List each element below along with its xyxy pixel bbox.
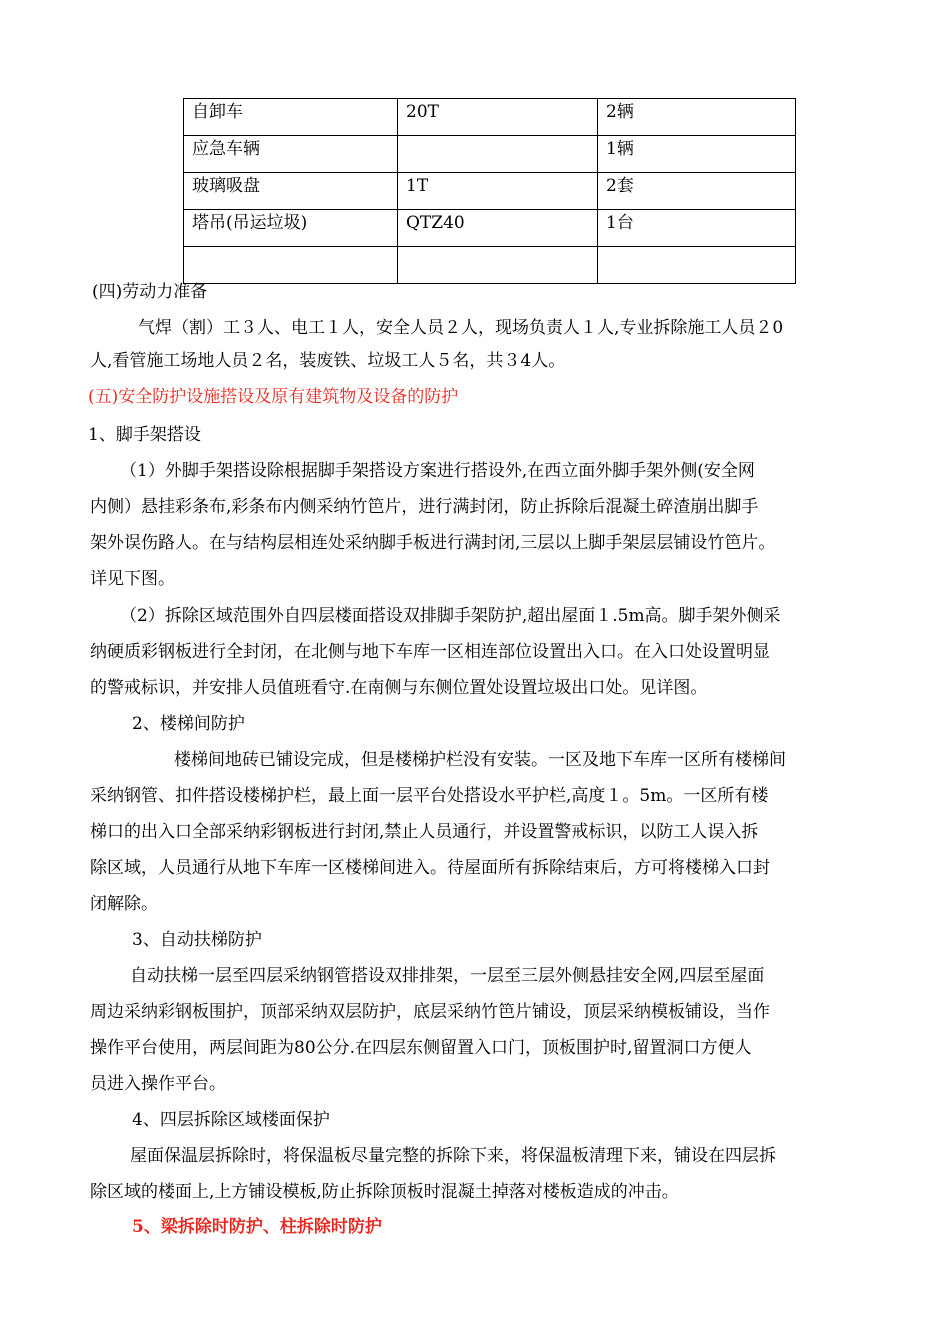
body-line: 除区域，人员通行从地下车库一区楼梯间进入。待屋面所有拆除结束后，方可将楼梯入口封 xyxy=(90,858,770,878)
subheading-stairwell: 2、楼梯间防护 xyxy=(132,714,245,734)
subheading-scaffold: 1、脚手架搭设 xyxy=(88,425,201,445)
body-line: 楼梯间地砖已铺设完成，但是楼梯护栏没有安装。一区及地下车库一区所有楼梯间 xyxy=(174,750,786,770)
table-cell xyxy=(398,247,598,284)
table-cell: 自卸车 xyxy=(184,99,398,136)
body-line: 屋面保温层拆除时，将保温板尽量完整的拆除下来，将保温板清理下来，铺设在四层拆 xyxy=(130,1146,776,1166)
body-line: 详见下图。 xyxy=(90,569,175,589)
body-line: 纳硬质彩钢板进行全封闭，在北侧与地下车库一区相连部位设置出入口。在入口处设置明显 xyxy=(90,642,770,662)
table-cell: QTZ40 xyxy=(398,210,598,247)
table-cell: 1T xyxy=(398,173,598,210)
table-row xyxy=(184,247,796,284)
table-row xyxy=(184,210,796,247)
table-cell: 玻璃吸盘 xyxy=(184,173,398,210)
subheading-beam-column: 5、梁拆除时防护、柱拆除时防护 xyxy=(132,1217,382,1237)
section-heading-labor: (四)劳动力准备 xyxy=(92,282,208,302)
table-cell xyxy=(598,247,796,284)
body-line: 内侧）悬挂彩条布,彩条布内侧采纳竹笆片，进行满封闭，防止拆除后混凝土碎渣崩出脚手 xyxy=(90,497,759,517)
body-line: 气焊（割）工３人、电工１人，安全人员２人，现场负责人１人,专业拆除施工人员２0 xyxy=(138,318,784,338)
body-line: （1）外脚手架搭设除根据脚手架搭设方案进行搭设外,在西立面外脚手架外侧(安全网 xyxy=(120,461,755,481)
table-cell: 应急车辆 xyxy=(184,136,398,173)
body-line: 梯口的出入口全部采纳彩钢板进行封闭,禁止人员通行，并设置警戒标识，以防工人误入拆 xyxy=(90,822,759,842)
body-line: （2）拆除区域范围外自四层楼面搭设双排脚手架防护,超出屋面１.5m高。脚手架外侧采 xyxy=(120,606,781,626)
body-line: 除区域的楼面上,上方铺设模板,防止拆除顶板时混凝土掉落对楼板造成的冲击。 xyxy=(90,1182,679,1202)
equipment-table xyxy=(183,98,796,284)
table-cell: 2套 xyxy=(598,173,796,210)
body-line: 架外误伤路人。在与结构层相连处采纳脚手板进行满封闭,三层以上脚手架层层铺设竹笆片。 xyxy=(90,533,776,553)
body-line: 自动扶梯一层至四层采纳钢管搭设双排排架，一层至三层外侧悬挂安全网,四层至屋面 xyxy=(130,966,765,986)
table-cell: 塔吊(吊运垃圾) xyxy=(184,210,398,247)
subheading-escalator: 3、自动扶梯防护 xyxy=(132,930,262,950)
equipment-table-body xyxy=(184,99,796,284)
body-line: 员进入操作平台。 xyxy=(90,1074,226,1094)
table-cell: 1辆 xyxy=(598,136,796,173)
body-line: 闭解除。 xyxy=(90,894,158,914)
table-row xyxy=(184,136,796,173)
table-cell: 1台 xyxy=(598,210,796,247)
table-row xyxy=(184,173,796,210)
body-line: 周边采纳彩钢板围护，顶部采纳双层防护，底层采纳竹笆片铺设，顶层采纳模板铺设，当作 xyxy=(90,1002,770,1022)
body-line: 采纳钢管、扣件搭设楼梯护栏，最上面一层平台处搭设水平护栏,高度１。5m。一区所有楼 xyxy=(90,786,769,806)
table-cell xyxy=(398,136,598,173)
subheading-floor-protection: 4、四层拆除区域楼面保护 xyxy=(132,1110,330,1130)
table-cell: 20T xyxy=(398,99,598,136)
table-cell: 2辆 xyxy=(598,99,796,136)
section-heading-protection: (五)安全防护设施搭设及原有建筑物及设备的防护 xyxy=(88,387,459,407)
table-row xyxy=(184,99,796,136)
body-line: 人,看管施工场地人员２名，装废铁、垃圾工人５名，共３4人。 xyxy=(90,351,566,371)
body-line: 操作平台使用，两层间距为80公分.在四层东侧留置入口门，顶板围护时,留置洞口方便人 xyxy=(90,1038,752,1058)
table-cell xyxy=(184,247,398,284)
body-line: 的警戒标识，并安排人员值班看守.在南侧与东侧位置处设置垃圾出口处。见详图。 xyxy=(90,678,708,698)
